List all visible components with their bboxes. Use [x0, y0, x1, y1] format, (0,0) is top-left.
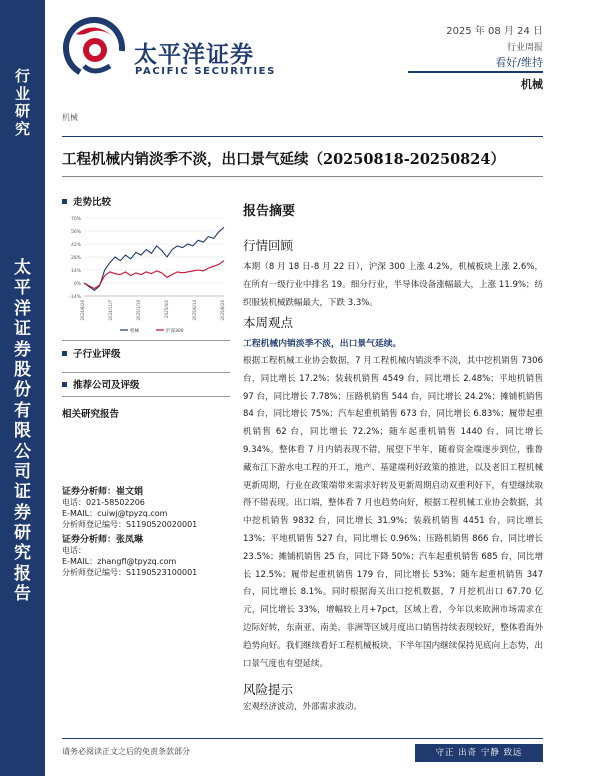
chart-xtick-label: 2025/4/2 — [164, 300, 169, 318]
sidebar-char: 研 — [14, 102, 30, 121]
chart-ytick-label: 0% — [73, 282, 81, 287]
header-divider — [408, 71, 543, 73]
sidebar-char: 平 — [14, 278, 31, 299]
chart-series-line — [84, 261, 224, 289]
chart-xtick-label: 2025/6/14 — [192, 300, 197, 321]
footer-divider — [62, 738, 543, 739]
sidebar-char: 洋 — [14, 298, 31, 319]
trend-chart — [62, 212, 232, 337]
chart-xtick-label: 2025/8/26 — [220, 300, 225, 321]
company-rating-label: 推荐公司及评级 — [62, 377, 140, 391]
trend-comparison-label: 走势比较 — [62, 194, 111, 208]
bullet-icon — [62, 351, 67, 356]
report-date: 2025 年 08 月 24 日 — [446, 26, 543, 37]
chart-legend-label: 沪深300 — [166, 328, 184, 334]
risk-heading: 风险提示 — [243, 682, 294, 697]
report-title: 工程机械内销淡季不淡，出口景气延续（20250818-20250824） — [62, 151, 505, 168]
chart-ytick-label: -14% — [69, 295, 81, 300]
weekly-view-highlight: 工程机械内销淡季不淡，出口景气延续。 — [243, 339, 402, 349]
sidebar-char: 业 — [14, 84, 30, 103]
sidebar-char: 行 — [14, 67, 30, 85]
chart-legend-label: 机械 — [130, 328, 139, 334]
bullet-icon — [62, 382, 67, 387]
chart-series-line — [84, 227, 224, 290]
risk-text: 宏观经济波动，外部需求波动。 — [243, 702, 363, 712]
chart-xtick-label: 2024/8/26 — [80, 300, 85, 321]
divider — [62, 396, 230, 397]
sidebar-char: 券 — [14, 339, 31, 360]
sidebar-char: 司 — [14, 461, 31, 482]
analyst-block — [62, 486, 197, 531]
divider — [62, 372, 230, 373]
sidebar-char: 有 — [14, 400, 31, 421]
title-divider-bottom — [62, 176, 543, 177]
weekly-view-heading: 本周观点 — [243, 315, 294, 330]
analyst-name: 证券分析师：张凤琳 — [62, 535, 144, 545]
chart-xtick-label: 2024/11/7 — [108, 300, 113, 321]
sidebar-category-text — [0, 68, 45, 139]
chart-ytick-label: 56% — [70, 230, 81, 235]
brand-name-en: PACIFIC SECURITIES — [135, 66, 276, 77]
sidebar-char: 研 — [14, 523, 31, 544]
bullet-icon — [62, 199, 67, 204]
analyst-block — [62, 534, 197, 579]
sidebar-char: 证 — [14, 482, 31, 503]
market-review-text: 本期（8 月 18 日-8 月 22 日），沪深 300 上涨 4.2%，机械板块上涨 2.6%，在所有一级行业中排名 19。细分行业，半导体设备涨幅最大，上涨 11.9%；纺织服装机械跌幅最大，下跌 3.3%。 — [243, 262, 543, 308]
sidebar-char: 报 — [14, 563, 31, 584]
divider — [62, 340, 230, 341]
sector-label: 机械 — [521, 78, 543, 91]
sub-industry-rating-label: 子行业评级 — [62, 346, 121, 360]
analyst-cert: 分析师登记编号：S1190523100001 — [62, 567, 198, 577]
chart-xtick-label: 2025/1/19 — [136, 300, 141, 321]
analyst-phone: 电话： — [62, 546, 86, 556]
chart-ytick-label: 28% — [70, 256, 81, 261]
footer-slogan: 守正 出奇 宁静 致远 — [415, 744, 543, 762]
sidebar-char: 太 — [14, 258, 31, 278]
sidebar-char: 告 — [14, 584, 31, 605]
title-divider-top — [62, 136, 543, 137]
sidebar-char: 股 — [14, 359, 31, 380]
industry-tag: 机械 — [62, 113, 78, 122]
trend-chart-svg — [62, 212, 232, 337]
sidebar-char: 究 — [14, 543, 31, 564]
sidebar-char: 券 — [14, 502, 31, 523]
chart-ytick-label: 70% — [70, 217, 81, 222]
chart-ytick-label: 14% — [70, 269, 81, 274]
summary-heading: 报告摘要 — [243, 204, 296, 219]
market-review-heading: 行情回顾 — [243, 238, 294, 253]
company-logo — [62, 14, 126, 84]
chart-ytick-label: 42% — [70, 243, 81, 248]
analyst-name: 证券分析师：崔文娟 — [62, 487, 144, 497]
sidebar-char: 份 — [14, 380, 31, 401]
analyst-cert: 分析师登记编号：S1190520020001 — [62, 519, 198, 529]
analyst-phone: 电话：021-58502206 — [62, 498, 145, 508]
sidebar-company-text — [0, 258, 45, 605]
brand-name-cn: 太平洋证券 — [134, 42, 254, 68]
weekly-view-text: 根据工程机械工业协会数据，7 月工程机械内销淡季不淡，其中挖机销售 7306 台，同比增长 17.2%；装载机销售 4549 台，同比增长 2.48%；平地机销售 97 台，同比增长 7.78%；压路机销售 544 台，同比增长 24.2%；摊铺机销售 84 台，同比增长 75%；汽车起重机销售 673 台，同比增长 6.83%；履带起重机销售 62 台，同比增长 72.2%；随车起重机销售 1440 台，同比增长 9.34%。整体看 7 月内销表现不错，展望下半年，随着资金端逐步到位，雅鲁藏布江下游水电工程的开工，地产、基建端利好政策的推进，以及老旧工程机械更新周期，行业在政策端带来需求好转及更新周期启动双重利好下，有望继续取得不错表现。出口端，整体看 7 月也趋势向好，根据工程机械工业协会数据，其中挖机销售 9832 台，同比增长 31.9%；装载机销售 4451 台，同比增长 13%；平地机销售 527 台，同比增长 0.96%；压路机销售 866 台，同比增长 23.5%；摊铺机销售 25 台，同比下降 50%；汽车起重机销售 685 台，同比增长 12.5%；履带起重机销售 179 台，同比增长 53%；随车起重机销售 347 台，同比增长 8.1%。同时根据海关出口挖机数据，7 月挖机出口 67.70 亿元，同比增长 33%，增幅较上月+7pct，区域上看，今年以来欧洲市场需求在边际好转，东南亚、南美、非洲等区域月度出口销售持续表现较好，整体看海外趋势向好。我们继续看好工程机械板块，下半年国内继续保持见底向上态势，出口景气度也有望延续。 — [243, 356, 543, 669]
analyst-email: E-MAIL：cuiwj@tpyzq.com — [62, 508, 168, 518]
footer-disclaimer: 请务必阅读正文之后的免责条款部分 — [62, 747, 190, 756]
sidebar-char: 限 — [14, 421, 31, 442]
sidebar-char: 证 — [14, 319, 31, 340]
related-reports-label: 相关研究报告 — [62, 409, 120, 420]
analyst-email: E-MAIL：zhangfl@tpyzq.com — [62, 556, 177, 566]
sidebar-char: 究 — [14, 120, 30, 139]
rating-label: 看好/维持 — [495, 56, 543, 69]
sidebar-char: 公 — [14, 441, 31, 462]
report-type: 行业周报 — [506, 43, 543, 53]
